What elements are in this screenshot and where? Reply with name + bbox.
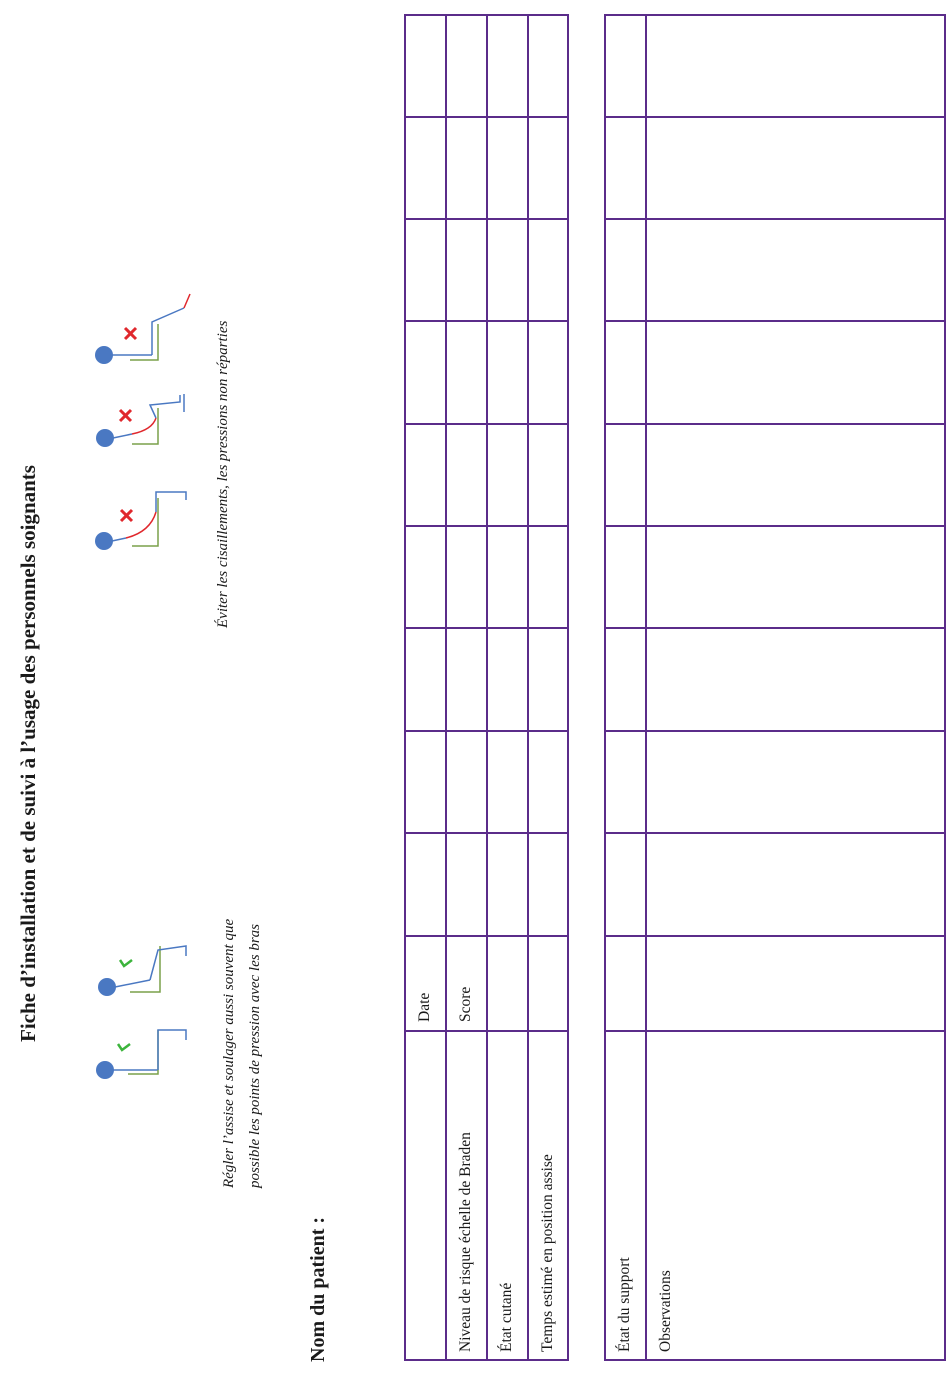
row-label-support-state: État du support — [616, 1257, 633, 1352]
row-label-skin-state: État cutané — [498, 1282, 515, 1352]
row-label-observations: Observations — [657, 1270, 674, 1352]
row-label-braden: Niveau de risque échelle de Braden — [457, 1132, 474, 1352]
page-title: Fiche d’installation et de suivi à l’usage des personnels soignants — [16, 465, 40, 1042]
header-score: Score — [457, 986, 474, 1022]
header-date: Date — [416, 992, 433, 1022]
caption-good-posture: Régler l’assise et soulager aussi souvent que possible les points de pression avec les bras — [221, 918, 263, 1188]
caption-bad-posture: Éviter les cisaillements, les pressions non réparties — [215, 320, 231, 628]
row-label-sitting-time: Temps estimé en position assise — [539, 1154, 556, 1352]
patient-name-label: Nom du patient : — [307, 1216, 329, 1362]
